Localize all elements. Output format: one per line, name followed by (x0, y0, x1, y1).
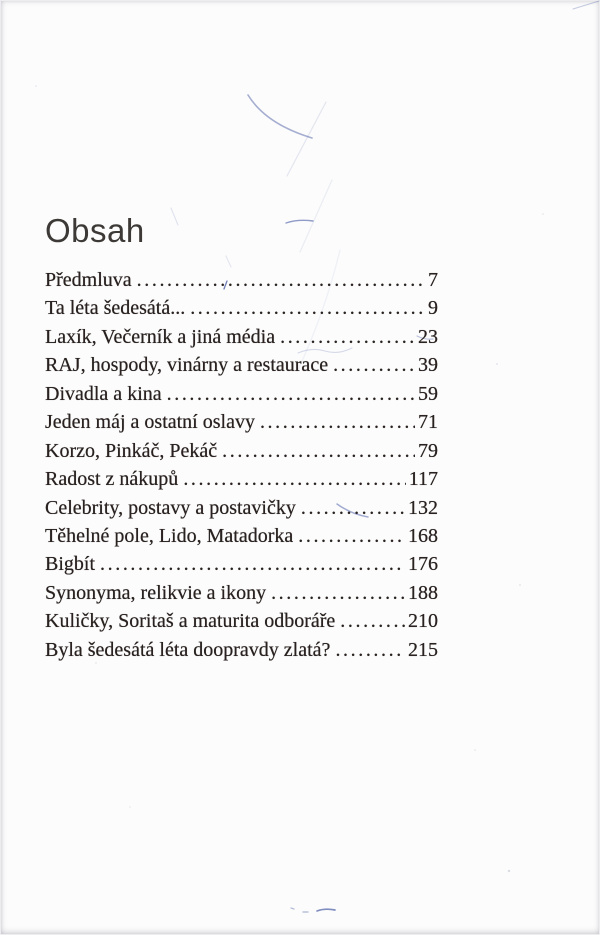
toc-entry (45, 269, 438, 297)
toc-leader-dots (335, 639, 405, 662)
toc-entry-title: Laxík, Večerník a jiná média (45, 325, 276, 348)
toc-entry-page: 7 (428, 269, 438, 291)
page-title: Obsah (45, 212, 145, 249)
toc-leader-dots (271, 582, 405, 605)
toc-entry-page: 168 (408, 524, 438, 547)
toc-entry-title: Jeden máj a ostatní oslavy (45, 411, 255, 434)
toc-entry (45, 582, 438, 610)
pen-scratch (226, 256, 231, 267)
toc-entry (45, 383, 438, 411)
toc-entry-title: Těhelné pole, Lido, Matadorka (45, 524, 294, 547)
toc-leader-dots (183, 468, 405, 491)
toc-leader-dots (190, 297, 425, 320)
toc-leader-dots (260, 411, 415, 434)
toc-entry-page: 215 (408, 638, 438, 661)
toc-entry-title: RAJ, hospody, vinárny a restaurace (45, 354, 329, 377)
pen-scratch (300, 180, 332, 252)
toc-entry-title: Synonyma, relikvie a ikony (45, 581, 267, 604)
pen-squiggle (317, 909, 335, 911)
toc-entry (45, 639, 438, 667)
toc-entry (45, 610, 438, 638)
toc-entry (45, 440, 438, 468)
toc-entry-page: 71 (418, 411, 438, 434)
toc-leader-dots (167, 383, 415, 406)
toc-entry-title: Ta léta šedesátá... (45, 297, 186, 320)
pen-scratch (573, 1, 599, 9)
toc-leader-dots (340, 610, 405, 633)
toc-leader-dots (280, 326, 415, 349)
toc-entry-title: Byla šedesátá léta doopravdy zlatá? (45, 638, 331, 661)
toc-entry-page: 23 (418, 325, 438, 348)
toc-entry-page: 176 (408, 553, 438, 576)
toc-entry-title: Kuličky, Soritaš a maturita odboráře (45, 610, 336, 633)
toc-leader-dots (301, 497, 405, 520)
toc-entry-page: 188 (408, 581, 438, 604)
toc-entry (45, 553, 438, 581)
toc-list (45, 269, 438, 667)
toc-leader-dots (298, 525, 405, 548)
pen-dash-mark (286, 220, 313, 223)
toc-entry-title: Radost z nákupů (45, 468, 179, 491)
toc-entry (45, 497, 438, 525)
toc-entry-title: Korzo, Pinkáč, Pekáč (45, 439, 218, 462)
toc-leader-dots (333, 354, 415, 377)
toc-entry (45, 525, 438, 553)
toc-entry-title: Bigbít (45, 553, 96, 576)
toc-leader-dots (222, 440, 415, 463)
toc-entry-page: 39 (418, 354, 438, 377)
toc-entry-page: 79 (418, 439, 438, 462)
toc-leader-dots (137, 269, 425, 292)
toc-entry-page: 9 (428, 297, 438, 320)
pen-scratch (171, 208, 178, 225)
toc-entry (45, 297, 438, 325)
toc-entry-page: 59 (418, 382, 438, 405)
toc-entry-page: 117 (408, 468, 438, 491)
toc-entry (45, 468, 438, 496)
toc-entry-page: 210 (408, 610, 438, 633)
toc-entry-title: Divadla a kina (45, 382, 162, 405)
toc-entry (45, 354, 438, 382)
pen-arc-mark (248, 95, 312, 138)
pen-scratch (287, 102, 326, 176)
toc-entry-title: Celebrity, postavy a postavičky (45, 496, 296, 519)
toc-entry (45, 411, 438, 439)
toc-entry (45, 326, 438, 354)
pen-squiggle (291, 908, 294, 909)
toc-entry-page: 132 (408, 496, 438, 519)
toc-leader-dots (100, 553, 405, 576)
toc-entry-title: Předmluva (45, 269, 132, 291)
